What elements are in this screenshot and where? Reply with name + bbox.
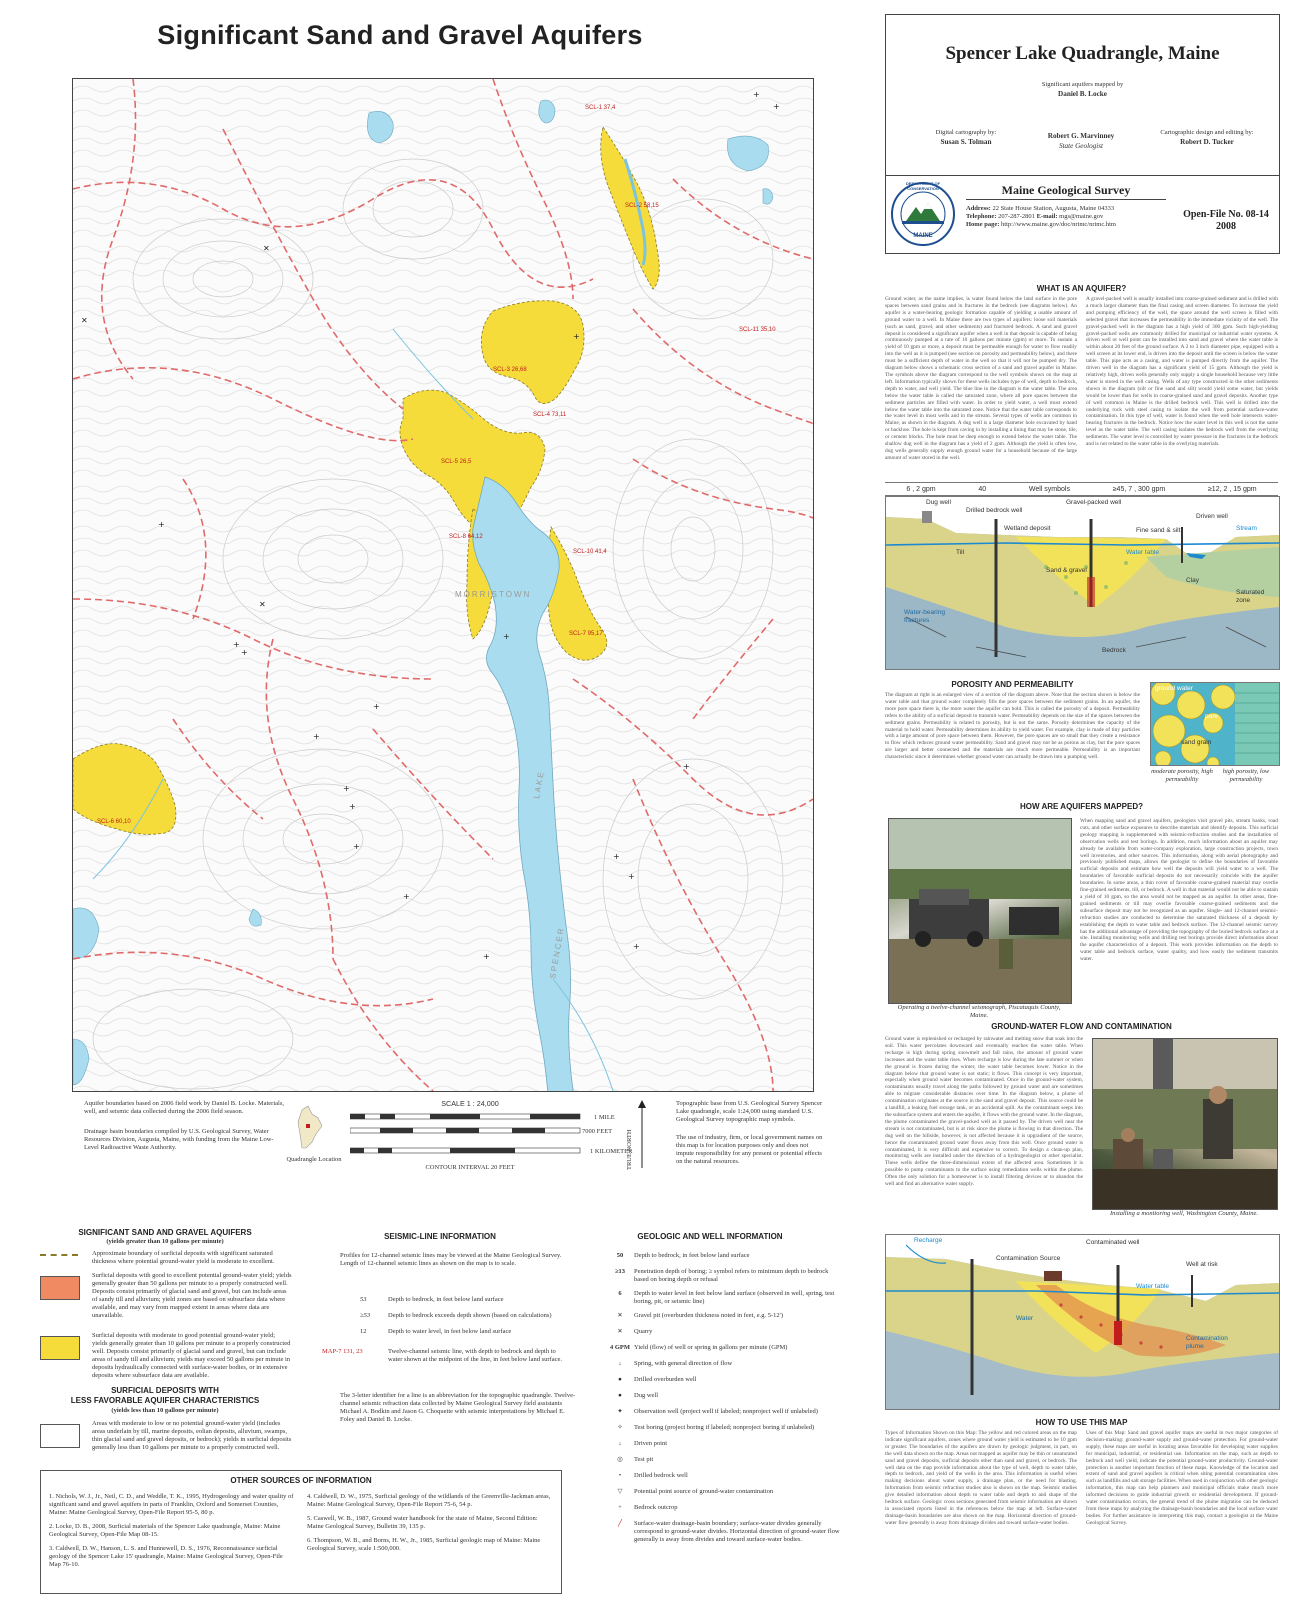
seal-top-text: DEPARTMENT OF CONSERVATION [905,181,941,191]
seismic-row-3: Depth to water level, in feet below land surface [388,1328,512,1335]
north-arrow-icon [636,1100,648,1170]
label-contaminated-well: Contaminated well [1086,1239,1140,1246]
contour-interval: CONTOUR INTERVAL 20 FEET [425,1164,515,1171]
scale-label: SCALE 1 : 24,000 [441,1099,499,1108]
state-geologist-title: State Geologist [1058,142,1104,150]
label-till: Till [956,549,965,556]
svg-text:+: + [683,762,690,771]
legend-subheading: (yields greater than 10 gallons per minute) [106,1238,224,1245]
porosity-text: The diagram at right is an enlarged view of a section of the diagram above. Note that the section shown is below the water table and that ground water completely fills the pore spaces between the sediment grains. In an aquifer, the more pore space there is, the more water the aquifer can hold. This is called the porosity of a deposit. Permeability refers to the ability of a surficial deposit to transmit water. Permeability depends on the size of the spaces between the sediment grains. Permeability is related to porosity, but is not the same. Porosity determines the capacity of the material to hold water. Permeability determines its ability to yield water. For example, clay is made of tiny particles with a large amount of pore space between them. However, the pore spaces are so small that they create a resistance to flow which reduces ground water permeability. Sand and gravel may not be as porous as clay, but the pore spaces are larger and better connected and the materials are much more permeable. Permeability is an important characteristic since it determines whether ground water can actually be drawn into a pumping well. [885,692,1140,761]
svg-text:+: + [403,892,410,901]
svg-text:✕: ✕ [259,600,266,609]
legend-heading-2: SURFICIAL DEPOSITS WITH [111,1386,219,1395]
label-scl5[interactable]: SCL-5 26,5 [441,459,472,465]
geo-list [606,1252,846,1550]
town-label: MORRISTOWN [455,590,532,599]
porosity-caption-right: high porosity, low permeability [1222,768,1270,783]
disclaimer-note: The use of industry, firm, or local government names on this map is for location purposes only and does not impute responsibility for any present or potential effects on the natural resources. [676,1134,823,1165]
label-scl11[interactable]: SCL-11 35,10 [739,327,776,333]
red-aquifer-swatch [40,1276,80,1300]
svg-text:+: + [753,90,760,99]
legend-white-text: Areas with moderate to low or no potential ground-water yield (includes areas underlain by till, marine deposits, eolian deposits, alluvium, swamps, thin glacial sand and gravel deposits, or bedrock); yields in surficial deposits generally less than 10 gallons per minute to a properly constructed well. [92,1420,292,1451]
email-link[interactable]: mgs@maine.gov [1059,213,1104,220]
photo2-caption: Installing a monitoring well, Washington County, Maine. [1110,1210,1258,1217]
what-text-right: A gravel-packed well is usually installed into coarse-grained sediment and is drilled with a much larger diameter than the final casing and screen diameter. To increase the yield and pumping efficiency of the well, the space around the well screen is filled with selected gravel that increases the permeability in the immediate vicinity of the well. The gravel-packed well in the diagram has a high yield of 300 gpm. Such high-yielding gravel-packed wells are commonly drilled for municipal or industrial water systems. A driven well or well point can be installed into sand and gravel where the water table is within about 20 feet of the ground surface. A 2 to 3 inch diameter pipe, equipped with a well screen at its lower end, is driven into the deposit until the screen is below the water table. This pipe acts as a casing, and water is pumped directly from the aquifer. The driven well in the diagram has a significant yield of 15 gpm. Although the yield is relatively high, driven wells generally only supply a single household because very little water is stored in the well casing. Wells of any type constructed in the other sediments shown in the diagram (silt or fine sand and silt) would yield some water, but yields would be lower than for wells in coarse-grained sand and gravel deposits. Another type of well common in Maine is the drilled bedrock well. This well is drilled into the underlying rock with steel casing to isolate the well from potential surface-water contamination. In this type of well, water is found when the well hole intersects water-bearing fractures in the bedrock. Notice how the water level in this well is not the same level as the water table. The well casing isolates the bedrock well from the overlying sediments. The water level is controlled by water pressure in the fractures in the bedrock and is not related to the water table in the overlying materials. [1086,296,1278,448]
geo-item: ≥13 Penetration depth of boring; ≥ symbol refers to minimum depth to bedrock based on boring depth or refusal [614,1268,829,1283]
porosity-caption-left: moderate porosity, high permeability [1151,768,1213,783]
survey-block [885,175,1280,254]
homepage-link[interactable]: http://www.maine.gov/doc/nrimc/nrimc.htm [1001,221,1116,228]
label-contamination-source: Contamination Source [996,1255,1061,1262]
well-symbol-4: ≥12, 2 , 15 gpm [1207,485,1257,493]
design-label: Cartographic design and editing by: [1160,129,1254,136]
label-scl3[interactable]: SCL-3 26,68 [493,367,527,373]
mapped-text: When mapping sand and gravel aquifers, geologists visit gravel pits, stream banks, road cuts, and other surface exposures to describe materials and identify deposits. This surficial geology mapping is supplemented with seismic-refraction studies and the installation of observation wells and test borings. In addition, much information about an aquifer may already be available from water-company exploration, large construction projects, town well inventories, and other sources. This information, along with aerial photography and previously published maps, allows the geologist to define the boundaries of favorable surficial deposits and estimate how well the deposits will yield water to a well. The boundaries of favorable surficial deposits do not necessarily coincide with the aquifer boundaries. In some areas, a thin cover of favorable coarse-grained material may overlie fine-grained sediments, till, or bedrock. A well in that material would not be able to sustain a yield of 10 gpm, so the area would not be mapped as an aquifer. In other areas, fine-grained sediments or till may overlie favorable coarse-grained sediments and the subsurface deposit may not be recognized as an aquifer. Single- and 12-channel seismic-refraction studies are conducted to determine the saturated thickness of a deposit by establishing the depth to water table and bedrock surface. The 12-channel seismic survey has the additional advantage of providing the topography of the buried bedrock surface at a site. Installing monitoring wells and drilling test borings provide direct information about the aquifer characteristics of a deposit. This work provides information on the depth to water table and bedrock surface, water quality, and how easily the sediment transmits water. [1080,818,1278,963]
photo1-caption: Operating a twelve-channel seismograph, Piscataquis County, Maine. [897,1004,1061,1019]
geo-item: 50 Depth to bedrock, in feet below land surface [616,1252,750,1259]
mapped-heading: HOW ARE AQUIFERS MAPPED? [1020,802,1143,811]
geo-heading: GEOLOGIC AND WELL INFORMATION [637,1232,783,1241]
well-symbols-bar [885,482,1278,496]
source-item: 3. Caldwell, D. W., Hanson, L. S. and Hunnewell, D. S., 1976, Reconnaissance surficial geology of the Spencer Lake 15' quadrangle, Maine: Maine Geological Survey, Open-File Map 76-10. [49,1545,283,1568]
label-sand-gravel: Sand & gravel [1046,567,1087,574]
map-canvas [73,79,813,1091]
use-heading: HOW TO USE THIS MAP [1035,1418,1128,1427]
scale-km: 1 KILOMETER [590,1148,633,1155]
porosity-diagram [1150,682,1280,766]
svg-text:✕: ✕ [81,316,88,325]
seismic-sym-1: 53 [360,1296,367,1303]
aquifer-map[interactable] [72,78,814,1092]
svg-text:+: + [158,520,165,529]
legend-heading: SIGNIFICANT SAND AND GRAVEL AQUIFERS [78,1228,252,1237]
flow-heading: GROUND-WATER FLOW AND CONTAMINATION [991,1022,1172,1031]
seismic-heading: SEISMIC-LINE INFORMATION [384,1232,496,1241]
geo-item: ╱ Surface-water drainage-basin boundary; surface-water divides generally correspond to ground-water divides. Horizontal direction of ground-water flow generally is away from divides and toward surface-water bodies. [618,1520,840,1543]
source-item: 2. Locke, D. B., 2008, Surficial materials of the Spencer Lake quadrangle, Maine: Maine Geological Survey, Open-File Map 08-15. [49,1523,281,1538]
label-sand-grain: sand grain [1181,739,1212,746]
seismic-sym-3: 12 [360,1328,367,1335]
survey-name: Maine Geological Survey [1001,183,1131,197]
what-heading: WHAT IS AN AQUIFER? [1036,284,1127,293]
geo-item: ✕ Gravel pit (overburden thickness noted in feet, e.g. 5-12') [617,1312,783,1319]
label-scl4[interactable]: SCL-4 73,11 [533,412,567,418]
well-symbols-label: Well symbols [1028,485,1070,493]
digital-name: Susan S. Tolman [940,138,992,146]
label-gravel-well: Gravel-packed well [1066,499,1122,506]
label-bedrock-well: Drilled bedrock well [966,507,1023,514]
label-recharge: Recharge [914,1237,943,1244]
svg-text:+: + [633,942,640,951]
seismic-row-1: Depth to bedrock, in feet below land surface [388,1296,504,1303]
seismograph-photo [888,818,1072,1004]
label-pore: pore [1205,713,1219,720]
geo-item: ▽ Potential point source of ground-water contamination [617,1488,774,1495]
label-well-at-risk: Well at risk [1186,1261,1218,1268]
geo-item: ↓ Spring, with general direction of flow [618,1360,733,1367]
geo-item: ✧ Test boring (project boring if labeled; nonproject boring if unlabeled) [617,1424,815,1431]
legend-heading-2b: LESS FAVORABLE AQUIFER CHARACTERISTICS [70,1396,260,1405]
digital-label: Digital cartography by: [935,129,997,136]
quad-title: Spencer Lake Quadrangle, Maine [945,43,1220,64]
label-ground-water: ground water [1155,685,1193,692]
legend-red-text: Surficial deposits with good to excellent potential ground-water yield; yields generally greater than 50 gallons per minute to a properly constructed well. Deposits consist primarily of glacial sand and gravel, but can include areas of sandy till and alluvium; yield zones are based on subsurface data where available, and may vary from mapped extent in areas where data are unavailable. [92,1272,292,1319]
geo-item: ● Drilled overburden well [618,1376,697,1383]
topo-base-note: Topographic base from U.S. Geological Survey Spencer Lake quadrangle, scale 1:24,000 using standard U.S. Geological Survey topographic map symbols. [676,1100,823,1123]
svg-text:+: + [313,732,320,741]
svg-text:+: + [349,802,356,811]
label-fine-sand: Fine sand & silt [1136,527,1181,534]
label-bedrock: Bedrock [1102,647,1126,654]
svg-text:✕: ✕ [263,244,270,253]
svg-text:+: + [241,648,248,657]
svg-text:+: + [233,640,240,649]
well-symbol-1: 6 , 2 gpm [906,485,936,493]
geo-item: ◎ Test pit [617,1456,654,1463]
seismic-row-4: Twelve-channel seismic line, with depth to bedrock and depth to water shown at the midpoint of the line, in feet below land surface. [388,1348,563,1363]
legend-boundary-text: Approximate boundary of surficial deposits with significant saturated thickness where potential ground-water yield is moderate to excellent. [92,1250,275,1265]
seismic-sym-4: MAP-7 131, 23 [322,1348,363,1355]
label-scl2[interactable]: SCL-2 58,15 [625,203,659,209]
svg-text:+: + [373,702,380,711]
mapped-by-name: Daniel B. Locke [1058,90,1107,98]
svg-text:+: + [483,952,490,961]
porosity-heading: POROSITY AND PERMEABILITY [951,680,1074,689]
geo-item: ✦ Observation well (project well if labeled; nonproject well if unlabeled) [617,1408,818,1415]
map-title: Significant Sand and Gravel Aquifers [157,20,643,50]
what-text-left: Ground water, as the name implies, is water found below the land surface in the pore spaces between sand grains and in fractures in the bedrock (see diagrams below). An aquifer is a water-bearing geologic formation capable of yielding a usable amount of ground water to a well. In Maine there are two types of aquifers: loose soil materials (such as sand, gravel, and other sediments) and fractured bedrock. A sand and gravel deposit is considered a significant aquifer when a well in that deposit is capable of being continuously pumped at a rate of 10 gallons per minute (gpm) or more. To sustain a yield of 10 gpm or more, a deposit must be permeable enough for water to flow readily into the well as it is pumped (see section on porosity and permeability below), and there must be a sufficient depth of water in the well so that it will not be pumped dry. The diagram below shows a schematic cross section of a sand and gravel aquifer in Maine. The symbols above the diagram correspond to the well symbols shown on the map at left. Information typically shown for these wells includes type of well, depth to bedrock, depth to water, and well yield. The blue line in the diagram is the water table. The area below the water table is called the saturated zone, where all pore spaces between the sediment particles are filled with water. In order to yield water, a well must extend below the water table into the saturated zone. Notice that the water table corresponds to the water level in most wells and in the stream. Several types of wells are common in Maine, as shown in the diagram. A dug well is a large diameter hole excavated by hand or backhoe. The hole is kept from caving in by installing a lining that may be stone, tile, or cement blocks. The hole must be deep enough to extend below the water table. The shallow dug well in the diagram has a yield of 2 gpm. Although the yield is often low, dug wells generally supply enough ground water for a household because of the large amount of water stored in the well. [885,296,1077,461]
legend-subheading-2: (yields less than 10 gallons per minute) [111,1407,219,1414]
other-sources-heading: OTHER SOURCES OF INFORMATION [230,1476,372,1485]
label-scl1[interactable]: SCL-1 37,4 [585,105,616,111]
label-water: Water [1016,1315,1034,1322]
seismic-sym-2: ≥53 [360,1312,371,1319]
use-text-right: Uses of this Map: Sand and gravel aquifer maps are useful in two major categories of decision-making: ground-water supply and ground-water protection. For ground-water supply, these maps are useful in locating areas favorable for developing water supplies for municipal, industrial, or residential use. Information on the map, such as depth to bedrock and well yield, indicate the potential ground-water productivity. Ground-water protection is another important function of these maps. Knowledge of the location and extent of sand and gravel aquifers is critical when siting potential contamination sites such as landfills and salt storage facilities. When used in conjunction with other geologic information, this map can help planners and municipal officials make much more informed decisions to guide industrial growth or residential development. If ground-water contamination occurs, the general trend of the plume migration can be deduced from these maps by analyzing the drainage-basin boundaries and the local surface water bodies. For further assistance in interpreting this map, contact a geologist at the Maine Geological Survey. [1086,1430,1278,1526]
maine-locator-icon [296,1104,324,1150]
well-symbol-2: 40 [978,485,987,493]
true-north-label: TRUE NORTH [626,1129,633,1170]
label-scl10[interactable]: SCL-10 41,4 [573,549,607,555]
yellow-aquifer-swatch [40,1336,80,1360]
svg-text:+: + [353,842,360,851]
geo-item: 6 Depth to water level in feet below land surface (observed in well, spring, test boring, pit, or seismic line) [618,1290,835,1305]
seal-bottom-text: MAINE [913,233,933,239]
legend-yellow-text: Surficial deposits with moderate to good potential ground-water yield; yields generally greater than 10 gallons per minute to a properly constructed well. Deposits consist primarily of glacial sand and gravel, but can include areas of sandy till and alluvium; yields may exceed 50 gallons per minute in deposits hydraulically connected with surface-water bodies, or in extensive deposits where subsurface data are available. [92,1332,291,1379]
monitoring-well-photo [1092,1038,1278,1210]
svg-text:+: + [613,852,620,861]
label-wetland: Wetland deposit [1004,525,1051,532]
design-name: Robert D. Tucker [1180,138,1234,146]
svg-text:+: + [503,632,510,641]
label-water-table: Water table [1126,549,1159,556]
other-sources-box [40,1470,562,1594]
source-item: 4. Caldwell, D. W., 1975, Surficial geology of the wildlands of the Greenville-Jackman areas, Maine: Maine Geological Survey, Open-File Report 75-6, 54 p. [307,1493,551,1508]
source-item: 6. Thompson, W. B., and Borns, H. W., Jr., 1985, Surficial geologic map of Maine: Maine Geological Survey, scale 1:500,000. [307,1537,541,1552]
seismic-note: The 3-letter identifier for a line is an abbreviation for the topographic quadrangle. Twelve-channel seismic refraction data collected by Maine Geological Survey field assistants Michael A. Bodkin and Jason G. Choquette with seismic interpretations by Michael E. Foley and Daniel B. Locke. [340,1392,576,1423]
svg-text:+: + [573,332,580,341]
label-scl7[interactable]: SCL-7 95,17 [569,631,603,637]
scale-bar [350,1112,590,1162]
flow-text: Ground water is replenished or recharged by rainwater and melting snow that soak into the soil. This water percolates downward and eventually reaches the water table. When recharge is high during spring snowmelt and fall rains, the amount of ground water increases and the water table rises. When recharge is low during the late summer or when the ground is frozen during the winter, the water table becomes lower. Notice in the diagram below that ground water is not static; it flows. This concept is very important, especially when ground water becomes contaminated. Once in the ground-water system, contaminants usually travel along the paths followed by ground water and are sometimes able to migrate considerable distances over time. In the diagram below, a plume of contamination originates at the source in the sand and gravel deposit. This source could be a landfill, a leaking fuel storage tank, or an accidental spill. As the contaminant seeps into the subsurface system and enters the aquifer, it flows with the ground water. In the diagram, the plume contaminated the gravel-packed well as it passed by. The driven well near the stream is not contaminated, but is at risk since the plume is flowing in that direction. The dug well on the hillside, however, is not affected because it is upgradient of the source, hence the contaminated ground water flows away from this well. Once ground water is contaminated, it is very difficult and expensive to correct. To design a clean-up plan, monitoring wells are installed under the direction of a hydrogeologist or other specialist. These wells define the three-dimensional extent of the affected area. Sometimes it is possible to pump contaminants to the surface using remediation wells within the plume. Often the only solution for a homeowner is to install filtering devices or to abandon the well and find an alternative water supply. [885,1036,1083,1188]
open-file-number: Open-File No. 08-14 [1183,209,1269,220]
label-dug-well: Dug well [926,499,951,506]
source-item: 5. Caswell, W. B., 1987, Ground water handbook for the state of Maine, Second Edition: Maine Geological Survey, Bulletin 39, 135 p. [307,1515,538,1530]
svg-text:+: + [628,872,635,881]
svg-text:+: + [343,784,350,793]
geo-item: • Drilled bedrock well [618,1472,688,1479]
use-text-left: Types of Information Shown on this Map: The yellow and red colored areas on the map indicate significant aquifers, zones where ground water yield is estimated to be 10 gpm or greater. The boundaries of the aquifers are drawn by geologic judgment, in part, on the well data shown on the map. Areas not mapped as aquifer may be thin or unsaturated sand and gravel deposits, surficial deposits other than sand and gravel, or bedrock. The well data on the map provide information about the type of well, depth to water table, depth to bedrock, and yield of the wells in the area. This information is useful when making decisions about water supply, a drainage plan, or the need for blasting. Information from seismic refraction studies also is shown on the map. Seismic studies give detailed information about depth to water table and depth to and shape of the bedrock surface. Geologic cross sections generated from seismic information are shown in associated reports listed in the references below the map at left. Surface-water drainage-basin boundaries are also shown on the map. Horizontal direction of ground-water flow generally is away from drainage divides and toward surface-water bodies. [885,1430,1077,1526]
label-clay: Clay [1186,577,1200,584]
label-scl6[interactable]: SCL-6 60,10 [97,819,131,825]
seismic-row-2: Depth to bedrock exceeds depth shown (based on calculations) [388,1312,552,1319]
mapped-by-label: Significant aquifers mapped by [1041,81,1124,88]
quad-location-label: Quadrangle Location [286,1156,342,1163]
label-driven-well: Driven well [1196,513,1228,520]
source-item: 1. Nichols, W. J., Jr., Neil, C. D., and Weddle, T. K., 1995, Hydrogeology and water quality of significant sand and gravel aquifers in parts of Franklin, Oxford and Somerset Counties, Maine: Maine Geological Survey, Open-File Report 95-5, 80 p. [49,1493,294,1516]
contamination-diagram [885,1234,1280,1410]
divider [966,199,1166,200]
title-block [885,14,1280,176]
geo-item: 4 GPM Yield (flow) of well or spring in gallons per minute (GPM) [609,1344,788,1351]
source-note: Aquifer boundaries based on 2006 field work by Daniel B. Locke. Materials, well, and seismic data collected during the 2006 field season. [84,1100,285,1115]
label-fractures: Water-bearing fractures [904,609,945,624]
lake-label-2: LAKE [532,769,546,800]
geo-item: ↓ Driven point [618,1440,668,1447]
lake-label: SPENCER [548,925,567,980]
label-plume: Contamination plume [1186,1335,1228,1350]
seismic-intro: Profiles for 12-channel seismic lines may be viewed at the Maine Geological Survey. Length of 12-channel seismic lines as shown on the map is to scale. [340,1252,562,1267]
label-stream: Stream [1236,525,1257,532]
scale-feet: 7000 FEET [582,1128,613,1135]
scale-mile: 1 MILE [594,1114,615,1121]
label-water-table-2: Water table [1136,1283,1169,1290]
state-geologist-name: Robert G. Marvinney [1047,132,1115,140]
geo-item: ✕ Quarry [617,1328,653,1335]
aquifer-cross-section [885,496,1280,670]
well-symbol-3: ≥45, 7 , 300 gpm [1112,485,1166,493]
geo-item: + Bedrock outcrop [618,1504,678,1511]
label-saturated: Saturated zone [1236,589,1265,604]
drainage-note: Drainage basin boundaries compiled by U.S. Geological Survey, Water Resources Division, Augusta, Maine, with funding from the Maine Low-Level Radioactive Waste Authority. [84,1128,274,1151]
boundary-symbol [40,1254,78,1258]
geo-item: ● Dug well [618,1392,659,1399]
contact-block: Address: 22 State House Station, Augusta, Maine 04333 Telephone: 207-287-2801 E-mail: mgs@maine.gov Home page: http://www.maine.gov/doc/nrimc/nrimc.htm [966,205,1116,228]
label-scl8[interactable]: SCL-8 64,12 [449,534,483,540]
open-file-year: 2008 [1216,221,1236,232]
white-area-swatch [40,1424,80,1448]
svg-text:+: + [773,102,780,111]
